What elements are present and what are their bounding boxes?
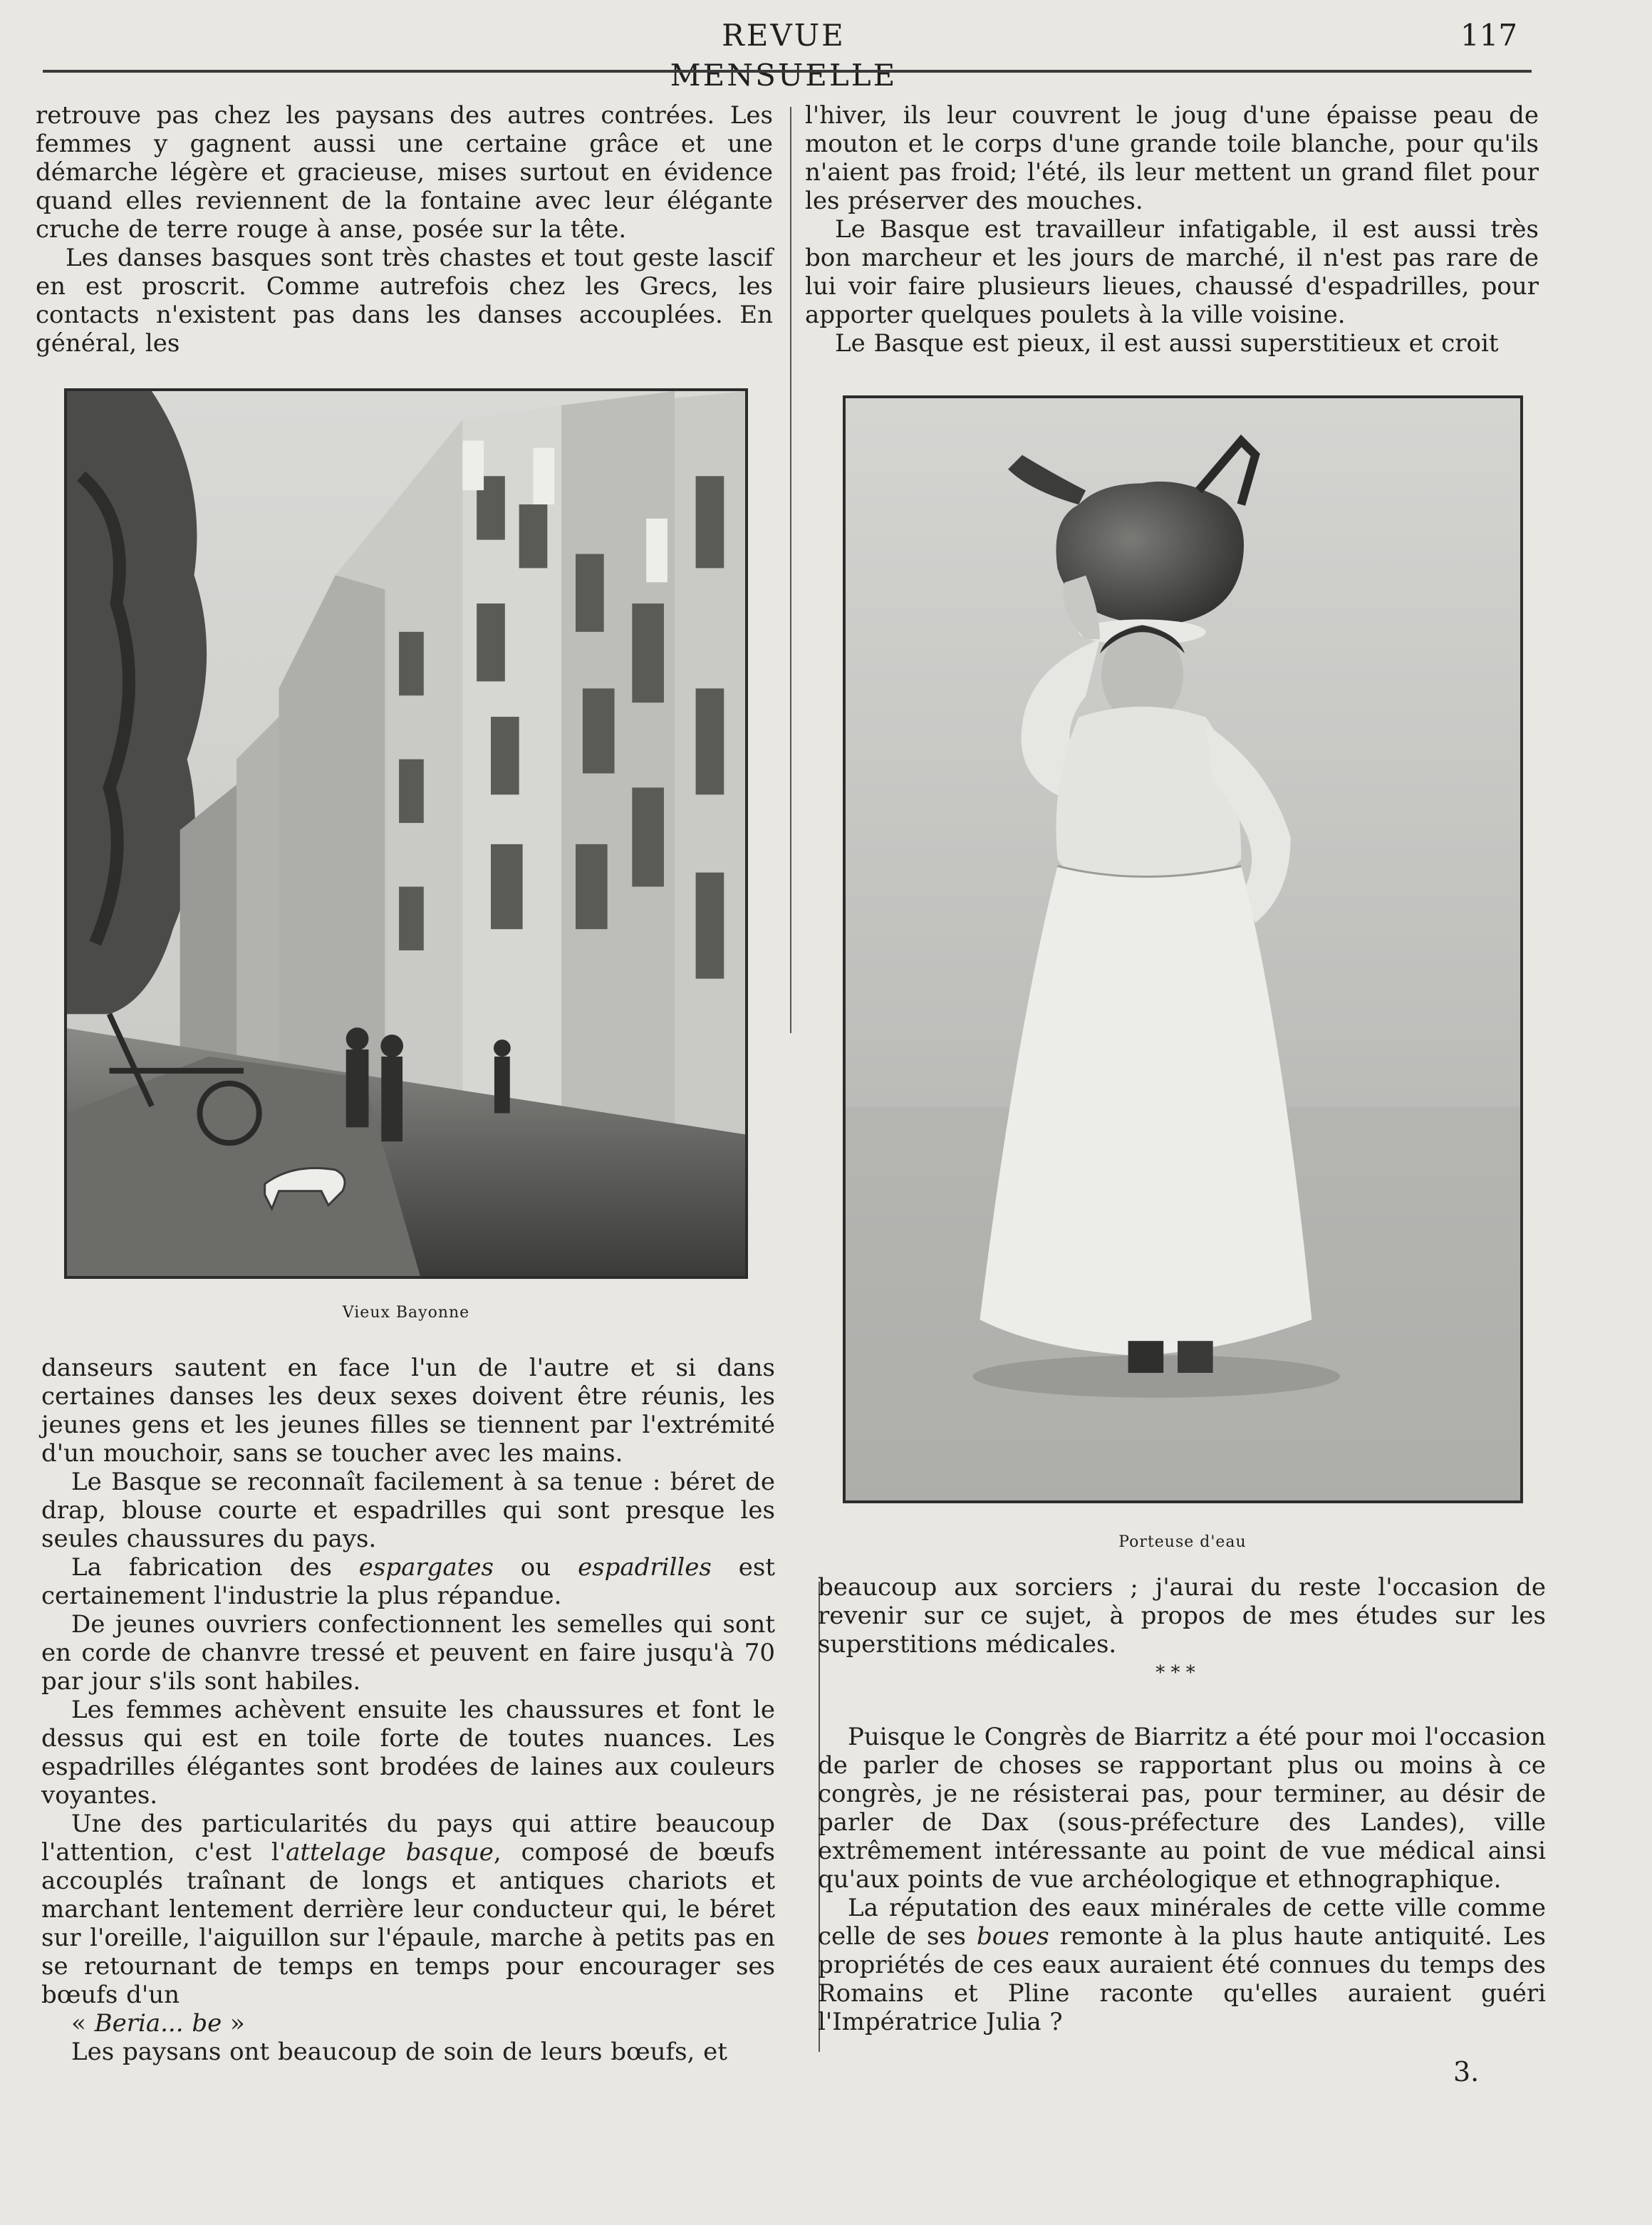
paragraph: beaucoup aux sorciers ; j'aurai du reste l'occasion de revenir sur ce sujet, à propos de mes études sur les superstitions médicales. [818,1573,1546,1659]
section-separator: * * * [1155,1662,1195,1684]
paragraph: Le Basque est travailleur infatigable, il est aussi très bon marcheur et les jours de marché, il n'est pas rare de lui voir faire plusieurs lieues, chaussé d'espadrilles, pour apporter quelques poulets à la ville voisine. [805,215,1539,329]
text-run: ou [493,1553,578,1582]
text-run: » [222,2009,245,2038]
text-run: , composé de bœufs accouplés traînant de longs et antiques chariots et marchant lentement derrière leur conducteur qui, le béret sur l'oreille, l'aiguillon sur l'épaule, marche à petits pas en se retournant de temps en temps pour encourager ses bœufs d'un [41,1838,775,2009]
paragraph: De jeunes ouvriers confectionnent les semelles qui sont en corde de chanvre tressé et peuvent en faire jusqu'à 70 par jour s'ils sont habiles. [41,1610,775,1696]
italic-term: espargates [358,1553,494,1582]
italic-term: espadrilles [578,1553,712,1582]
paragraph [818,1894,1546,2036]
paragraph: Le Basque se reconnaît facilement à sa tenue : béret de drap, blouse courte et espadrilles qui sont presque les seules chaussures du pays. [41,1468,775,1553]
vieux-bayonne-caption: Vieux Bayonne [342,1304,470,1322]
signature-number: 3. [1453,2056,1480,2087]
text-run: remonte à la plus haute antiquité. Les propriétés de ces eaux auraient été connues du temps des Romains et Pline raconte qu'elles auraient guéri l'Impératrice Julia ? [818,1922,1546,2036]
water-carrier-illustration [846,398,1520,1500]
street-scene-illustration [67,391,745,1276]
paragraph: retrouve pas chez les paysans des autres contrées. Les femmes y gagnent aussi une certaine grâce et une démarche légère et gracieuse, mises surtout en évidence quand elles reviennent de la fontaine avec leur élégante cruche de terre rouge à anse, posée sur la tête. [36,101,773,244]
left-column-bottom-text [41,1354,775,2066]
column-divider-top [790,107,791,1033]
text-run: La fabrication des [71,1553,359,1582]
text-run: Une des particularités du pays qui attire beaucoup l'attention, c'est l' [41,1810,775,1867]
paragraph [41,1553,775,1610]
paragraph: l'hiver, ils leur couvrent le joug d'une épaisse peau de mouton et le corps d'une grande toile blanche, pour qu'ils n'aient pas froid; l'été, ils leur mettent un grand filet pour les préserver des mouches. [805,101,1539,215]
running-header-title: REVUE MENSUELLE [670,18,898,93]
paragraph: Le Basque est pieux, il est aussi superstitieux et croit [835,329,1499,358]
paragraph: Les danses basques sont très chastes et tout geste lascif en est proscrit. Comme autrefois chez les Grecs, les contacts n'existent pas dans les danses accouplées. En général, les [36,244,773,358]
page-number: 117 [1460,18,1518,53]
text-run: La réputation des eaux minérales de cette ville comme celle de ses [818,1894,1546,1951]
porteuse-d-eau-caption: Porteuse d'eau [1118,1533,1247,1551]
paragraph [41,1810,775,2009]
italic-term: attelage basque [286,1838,494,1867]
italic-term: boues [977,1922,1049,1951]
vieux-bayonne-photo [64,388,748,1279]
italic-term: Beria... be [94,2009,222,2038]
left-column-top-text [36,101,773,358]
header-rule [43,70,1532,73]
right-column-bottom-text [818,1573,1546,1659]
porteuse-d-eau-photo [843,395,1523,1503]
paragraph: danseurs sautent en face l'un de l'autre et si dans certaines danses les deux sexes doivent être réunis, les jeunes gens et les jeunes filles se tiennent par l'extrémité d'un mouchoir, sans se toucher avec les mains. [41,1354,775,1468]
text-run: « [71,2009,95,2038]
right-column-top-text [805,101,1539,358]
paragraph: Puisque le Congrès de Biarritz a été pour moi l'occasion de parler de choses se rapportant plus ou moins à ce congrès, je ne résisterai pas, pour terminer, au désir de parler de Dax (sous-préfecture des Landes), ville extrêmement intéressante au point de vue médical ainsi qu'aux points de vue archéologique et ethnographique. [818,1723,1546,1894]
text-run: est certainement l'industrie la plus répandue. [41,1553,776,1610]
paragraph: Les paysans ont beaucoup de soin de leurs bœufs, et [71,2038,727,2066]
right-column-final-text [818,1723,1546,2036]
paragraph [41,2009,775,2038]
paragraph: Les femmes achèvent ensuite les chaussures et font le dessus qui est en toile forte de toutes nuances. Les espadrilles élégantes sont brodées de laines aux couleurs voyantes. [41,1696,775,1810]
